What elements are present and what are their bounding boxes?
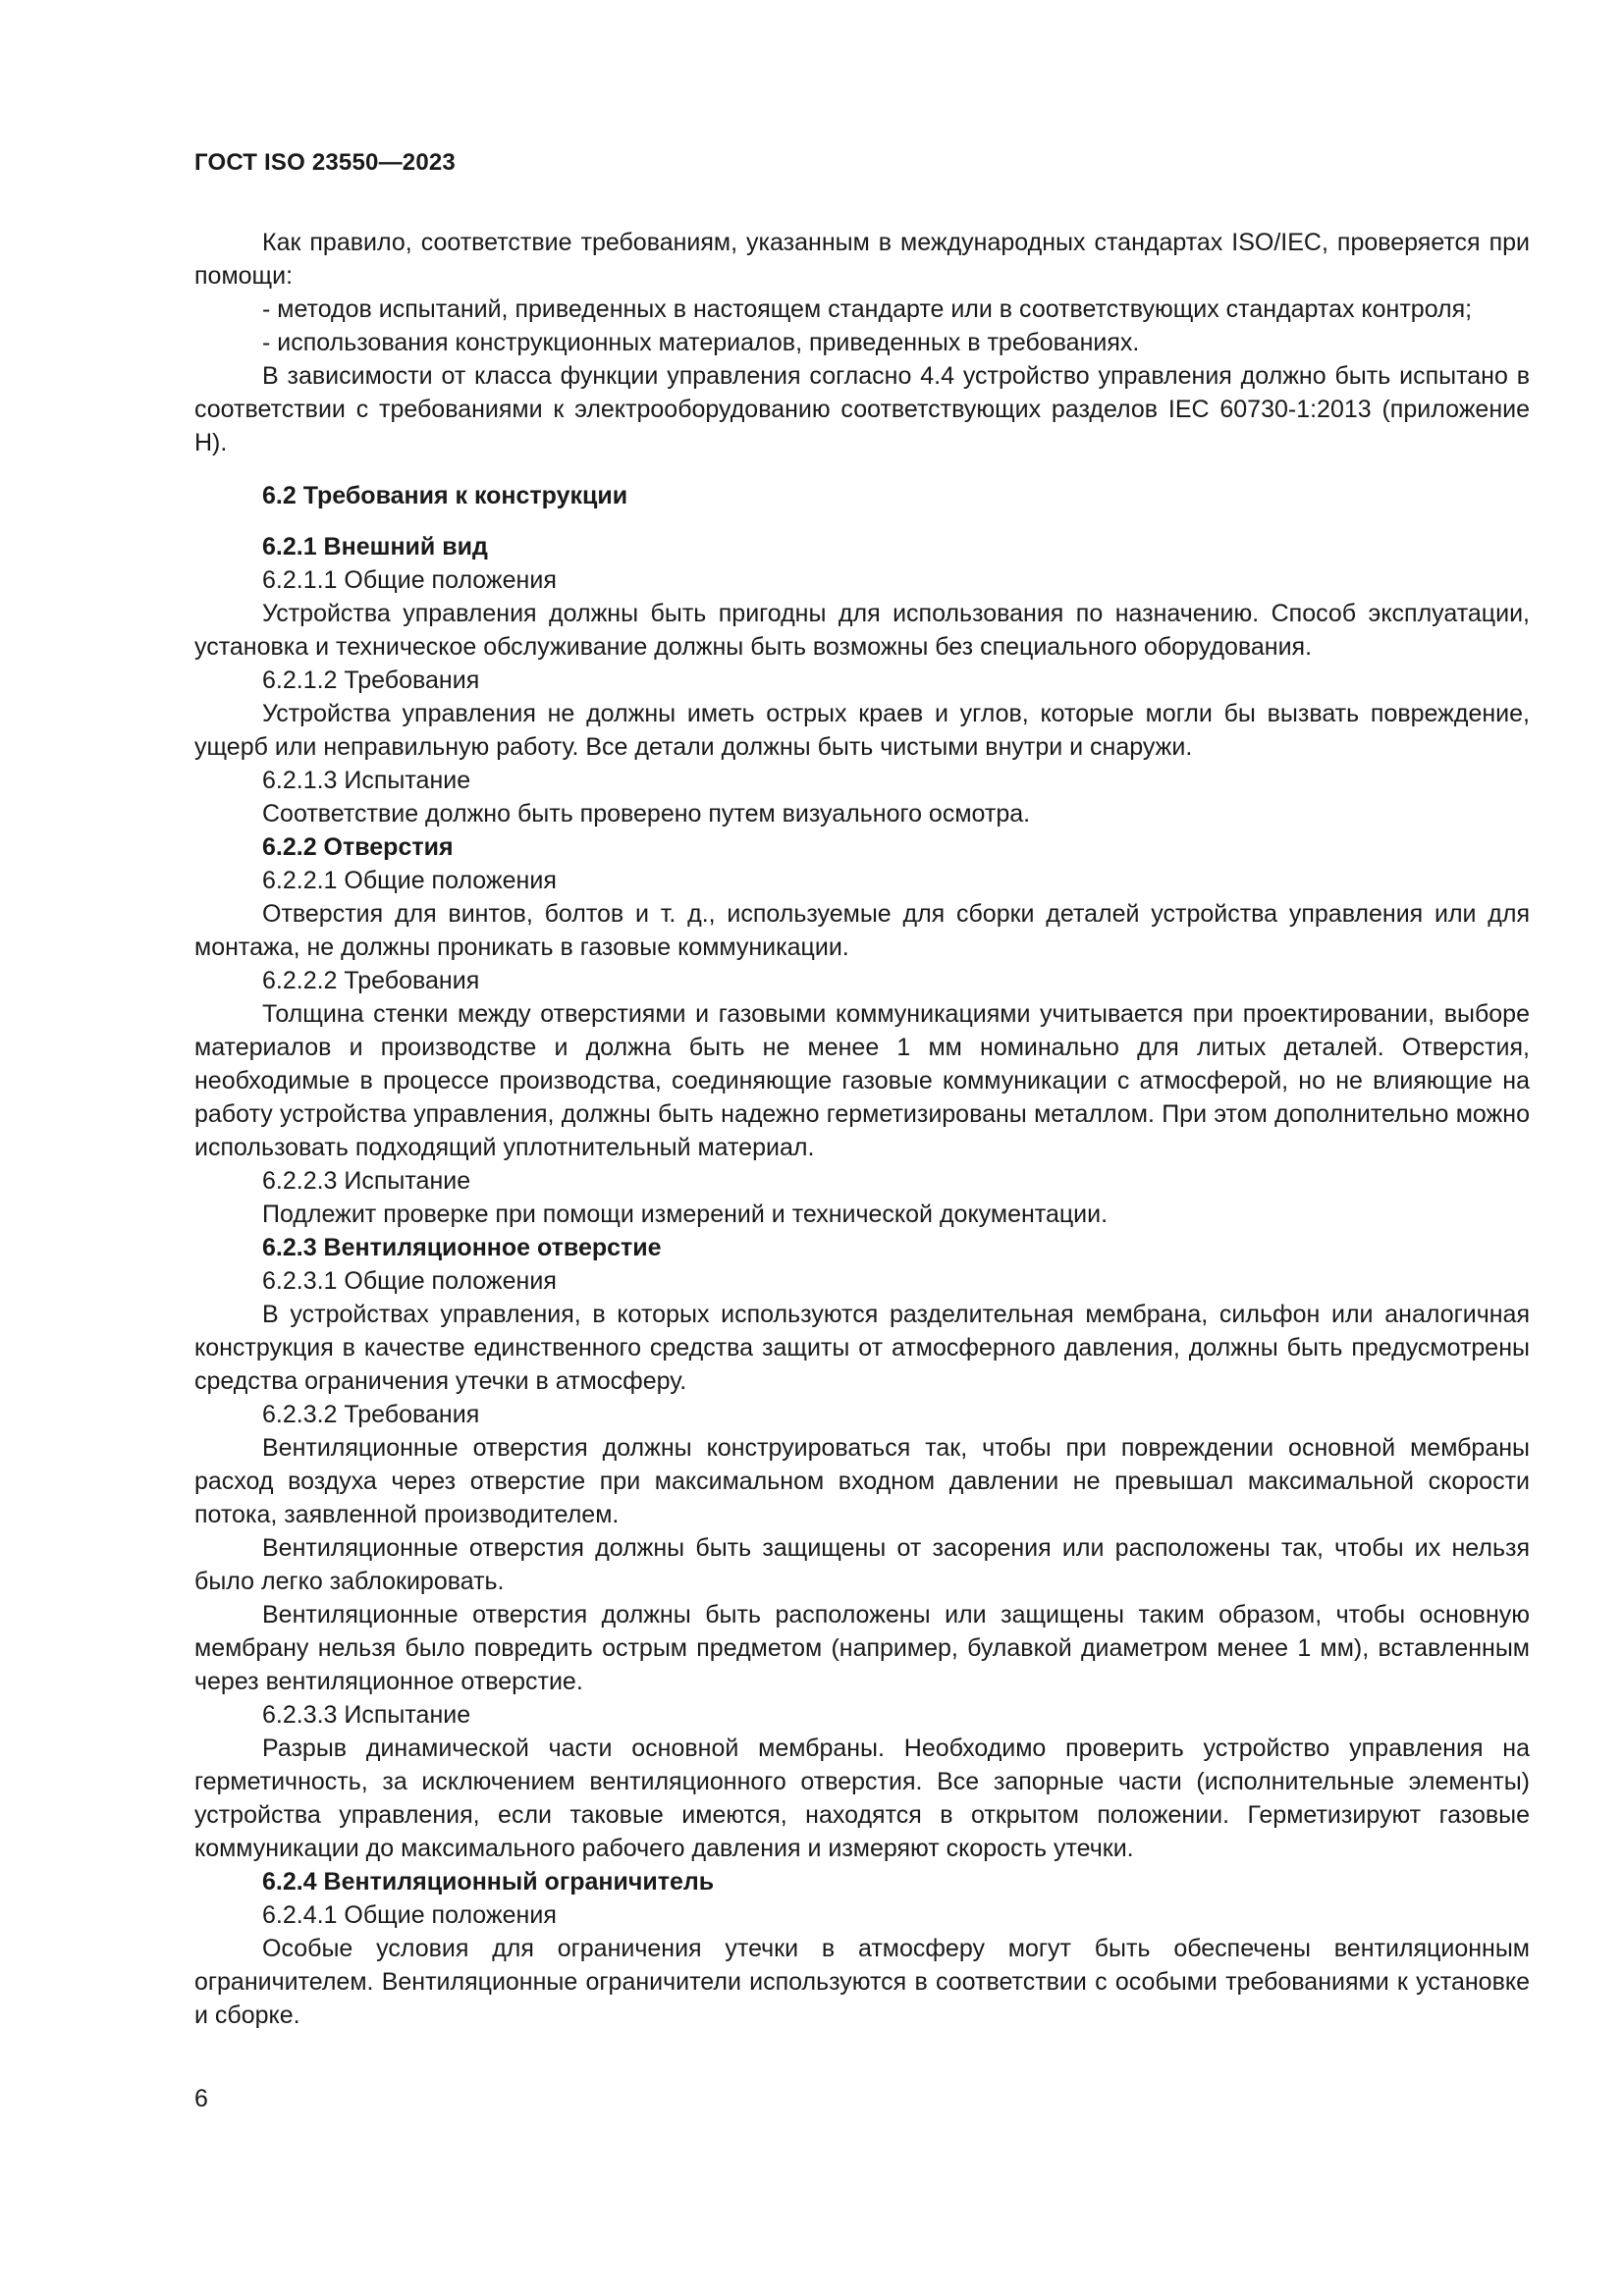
paragraph: Толщина стенки между отверстиями и газовыми коммуникациями учитывается при проектировании, выборе материалов и производстве и должна быть не менее 1 мм номинально для литых деталей. Отверстия, необходимые в процессе производства, соединяющие газовые коммуникации с атмосферой, но не влияющие на работу устройства управления, должны быть надежно герметизированы металлом. При этом дополнительно можно использовать подходящий уплотнительный материал.: [194, 1000, 1530, 1161]
paragraph: Особые условия для ограничения утечки в атмосферу могут быть обеспечены вентиляционным ограничителем. Вентиляционные ограничители используются в соответствии с особыми требованиями к установке и сборке.: [194, 1935, 1530, 2029]
clause-heading: 6.2.1.3 Испытание: [262, 767, 471, 794]
clause-heading: 6.2.1.2 Требования: [262, 667, 480, 694]
paragraph: В устройствах управления, в которых используются разделительная мембрана, сильфон или аналогичная конструкция в качестве единственного средства защиты от атмосферного давления, должны быть предусмотрены средства ограничения утечки в атмосферу.: [194, 1301, 1530, 1395]
subsection-heading: 6.2.3 Вентиляционное отверстие: [262, 1234, 662, 1261]
document-body: [194, 226, 1530, 2032]
clause-heading: 6.2.4.1 Общие положения: [262, 1901, 557, 1929]
paragraph: Как правило, соответствие требованиям, указанным в международных стандартах ISO/IEC, проверяется при помощи:: [194, 229, 1530, 290]
section-heading: 6.2 Требования к конструкции: [262, 482, 628, 509]
clause-heading: 6.2.2.2 Требования: [262, 967, 480, 994]
subsection-heading: 6.2.4 Вентиляционный ограничитель: [262, 1868, 715, 1896]
paragraph: Подлежит проверке при помощи измерений и технической документации.: [262, 1201, 1109, 1228]
clause-heading: 6.2.1.1 Общие положения: [262, 566, 557, 594]
paragraph: Отверстия для винтов, болтов и т. д., используемые для сборки деталей устройства управления или для монтажа, не должны проникать в газовые коммуникации.: [194, 900, 1530, 961]
clause-heading: 6.2.3.2 Требования: [262, 1401, 480, 1428]
subsection-heading: 6.2.1 Внешний вид: [262, 533, 488, 561]
paragraph: Соответствие должно быть проверено путем визуального осмотра.: [262, 800, 1031, 828]
clause-heading: 6.2.2.3 Испытание: [262, 1167, 471, 1195]
paragraph: Устройства управления должны быть пригодны для использования по назначению. Способ эксплуатации, установка и техническое обслуживание должны быть возможны без специального оборудования.: [194, 600, 1530, 661]
clause-heading: 6.2.3.3 Испытание: [262, 1701, 471, 1729]
paragraph: Вентиляционные отверстия должны быть расположены или защищены таким образом, чтобы основную мембрану нельзя было повредить острым предметом (например, булавкой диаметром менее 1 мм), вставленным через вентиляционное отверстие.: [194, 1601, 1530, 1695]
paragraph: Устройства управления не должны иметь острых краев и углов, которые могли бы вызвать повреждение, ущерб или неправильную работу. Все детали должны быть чистыми внутри и снаружи.: [194, 700, 1530, 761]
paragraph: - использования конструкционных материалов, приведенных в требованиях.: [262, 329, 1140, 356]
paragraph: В зависимости от класса функции управления согласно 4.4 устройство управления должно быть испытано в соответствии с требованиями к электрооборудованию соответствующих разделов IEC 60730-1:2013 (приложение H).: [194, 362, 1530, 456]
subsection-heading: 6.2.2 Отверстия: [262, 833, 454, 861]
paragraph: Разрыв динамической части основной мембраны. Необходимо проверить устройство управления на герметичность, за исключением вентиляционного отверстия. Все запорные части (исполнительные элементы) устройства управления, если таковые имеются, находятся в открытом положении. Герметизируют газовые коммуникации до максимального рабочего давления и измеряют скорость утечки.: [194, 1735, 1530, 1862]
paragraph: - методов испытаний, приведенных в настоящем стандарте или в соответствующих стандартах контроля;: [262, 295, 1473, 323]
clause-heading: 6.2.2.1 Общие положения: [262, 867, 557, 894]
document-header: ГОСТ ISO 23550—2023: [194, 149, 456, 176]
paragraph: Вентиляционные отверстия должны конструироваться так, чтобы при повреждении основной мембраны расход воздуха через отверстие при максимальном входном давлении не превышал максимальной скорости потока, заявленной производителем.: [194, 1434, 1530, 1528]
clause-heading: 6.2.3.1 Общие положения: [262, 1267, 557, 1295]
page-number: 6: [194, 2085, 208, 2112]
paragraph: Вентиляционные отверстия должны быть защищены от засорения или расположены так, чтобы их нельзя было легко заблокировать.: [194, 1534, 1530, 1595]
